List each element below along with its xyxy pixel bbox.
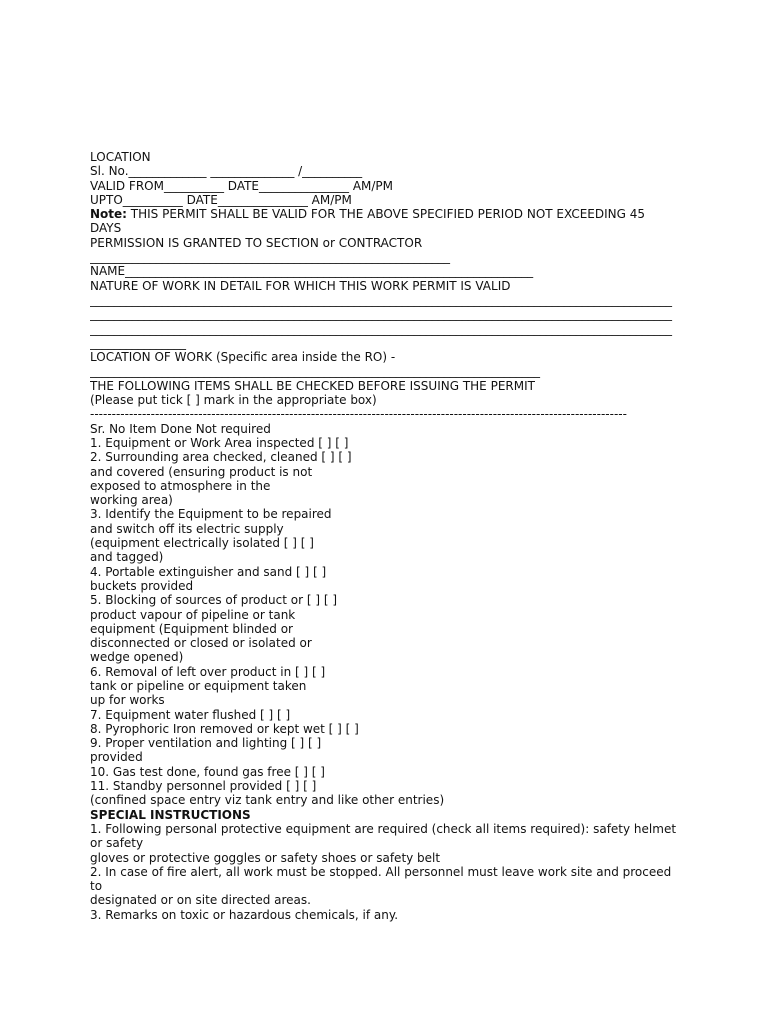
checklist-line: 7. Equipment water flushed [ ] [ ] [90, 707, 291, 722]
checklist-heading: THE FOLLOWING ITEMS SHALL BE CHECKED BEFORE ISSUING THE PERMIT [90, 378, 535, 393]
permission-blank: ____________________________________________________________ [90, 250, 450, 265]
checklist-line: tank or pipeline or equipment taken [90, 678, 307, 693]
checklist-line: 1. Equipment or Work Area inspected [ ] [ ] [90, 435, 349, 450]
checklist-line: 4. Portable extinguisher and sand [ ] [ ] [90, 564, 327, 579]
nature-blank-line: _________________________________________________________________________________________________ [90, 321, 672, 336]
checklist-line: wedge opened) [90, 650, 184, 665]
name-line: NAME____________________________________________________________________ [90, 264, 534, 279]
checklist-line: equipment (Equipment blinded or [90, 621, 293, 636]
checklist-line: and switch off its electric supply [90, 521, 284, 536]
checklist-line: 3. Identify the Equipment to be repaired [90, 507, 332, 522]
tick-instruction: (Please put tick [ ] mark in the appropriate box) [90, 393, 377, 408]
checklist-line: provided [90, 750, 143, 765]
special-instruction-line: 1. Following personal protective equipment are required (check all items required): safety helmet [90, 821, 677, 836]
special-instruction-line: to [90, 879, 103, 894]
checklist-line: 11. Standby personnel provided [ ] [ ] [90, 779, 317, 794]
special-instruction-line: 3. Remarks on toxic or hazardous chemicals, if any. [90, 907, 399, 922]
checklist-line: 8. Pyrophoric Iron removed or kept wet [ ] [ ] [90, 721, 359, 736]
checklist-header: Sr. No Item Done Not required [90, 421, 271, 436]
location-of-work-label: LOCATION OF WORK (Specific area inside the RO) - [90, 350, 396, 365]
checklist-line: 6. Removal of left over product in [ ] [ ] [90, 664, 326, 679]
location-label: LOCATION [90, 150, 151, 164]
work-permit-document [90, 150, 682, 922]
special-instruction-line: gloves or protective goggles or safety shoes or safety belt [90, 850, 441, 865]
location-of-work-blank: ___________________________________________________________________________ [90, 364, 540, 379]
nature-blank-line: _________________________________________________________________________________________________ [90, 307, 672, 322]
special-instruction-line: 2. In case of fire alert, all work must be stopped. All personnel must leave work site and proceed [90, 864, 672, 879]
checklist-line: (equipment electrically isolated [ ] [ ] [90, 536, 314, 551]
note-line [90, 207, 682, 221]
checklist-line: 2. Surrounding area checked, cleaned [ ] [ ] [90, 450, 352, 465]
upto-line: UPTO__________ DATE_______________ AM/PM [90, 192, 352, 207]
note-text-continued: DAYS [90, 221, 122, 236]
checklist-line: 5. Blocking of sources of product or [ ] [ ] [90, 593, 337, 608]
permission-line: PERMISSION IS GRANTED TO SECTION or CONTRACTOR [90, 235, 423, 250]
nature-blank-line: _________________________________________________________________________________________________ [90, 292, 672, 307]
serial-number-line: Sl. No._____________ ______________ /__________ [90, 164, 363, 179]
checklist-line: disconnected or closed or isolated or [90, 636, 312, 651]
special-instruction-line: designated or on site directed areas. [90, 893, 311, 908]
checklist-line: product vapour of pipeline or tank [90, 607, 296, 622]
note-label: Note: [90, 207, 127, 222]
dashed-divider: ---------------------------------------------------------------------------------------------------------------------------- [90, 407, 627, 422]
special-instruction-line: or safety [90, 836, 144, 851]
checklist-line: (confined space entry viz tank entry and like other entries) [90, 793, 445, 808]
checklist-line: 10. Gas test done, found gas free [ ] [ ] [90, 764, 325, 779]
valid-from-line: VALID FROM__________ DATE_______________ AM/PM [90, 178, 394, 193]
checklist [90, 436, 682, 808]
note-text: THIS PERMIT SHALL BE VALID FOR THE ABOVE SPECIFIED PERIOD NOT EXCEEDING 45 [126, 207, 646, 222]
checklist-line: working area) [90, 493, 173, 508]
checklist-line: up for works [90, 693, 165, 708]
checklist-line: buckets provided [90, 578, 194, 593]
checklist-line: and tagged) [90, 550, 164, 565]
checklist-line: 9. Proper ventilation and lighting [ ] [ ] [90, 736, 322, 751]
nature-of-work-label: NATURE OF WORK IN DETAIL FOR WHICH THIS WORK PERMIT IS VALID [90, 278, 511, 293]
special-instructions-heading: SPECIAL INSTRUCTIONS [90, 807, 251, 822]
nature-blank-line: ________________ [90, 335, 186, 350]
special-instructions [90, 822, 682, 922]
checklist-line: and covered (ensuring product is not [90, 464, 313, 479]
checklist-line: exposed to atmosphere in the [90, 478, 271, 493]
